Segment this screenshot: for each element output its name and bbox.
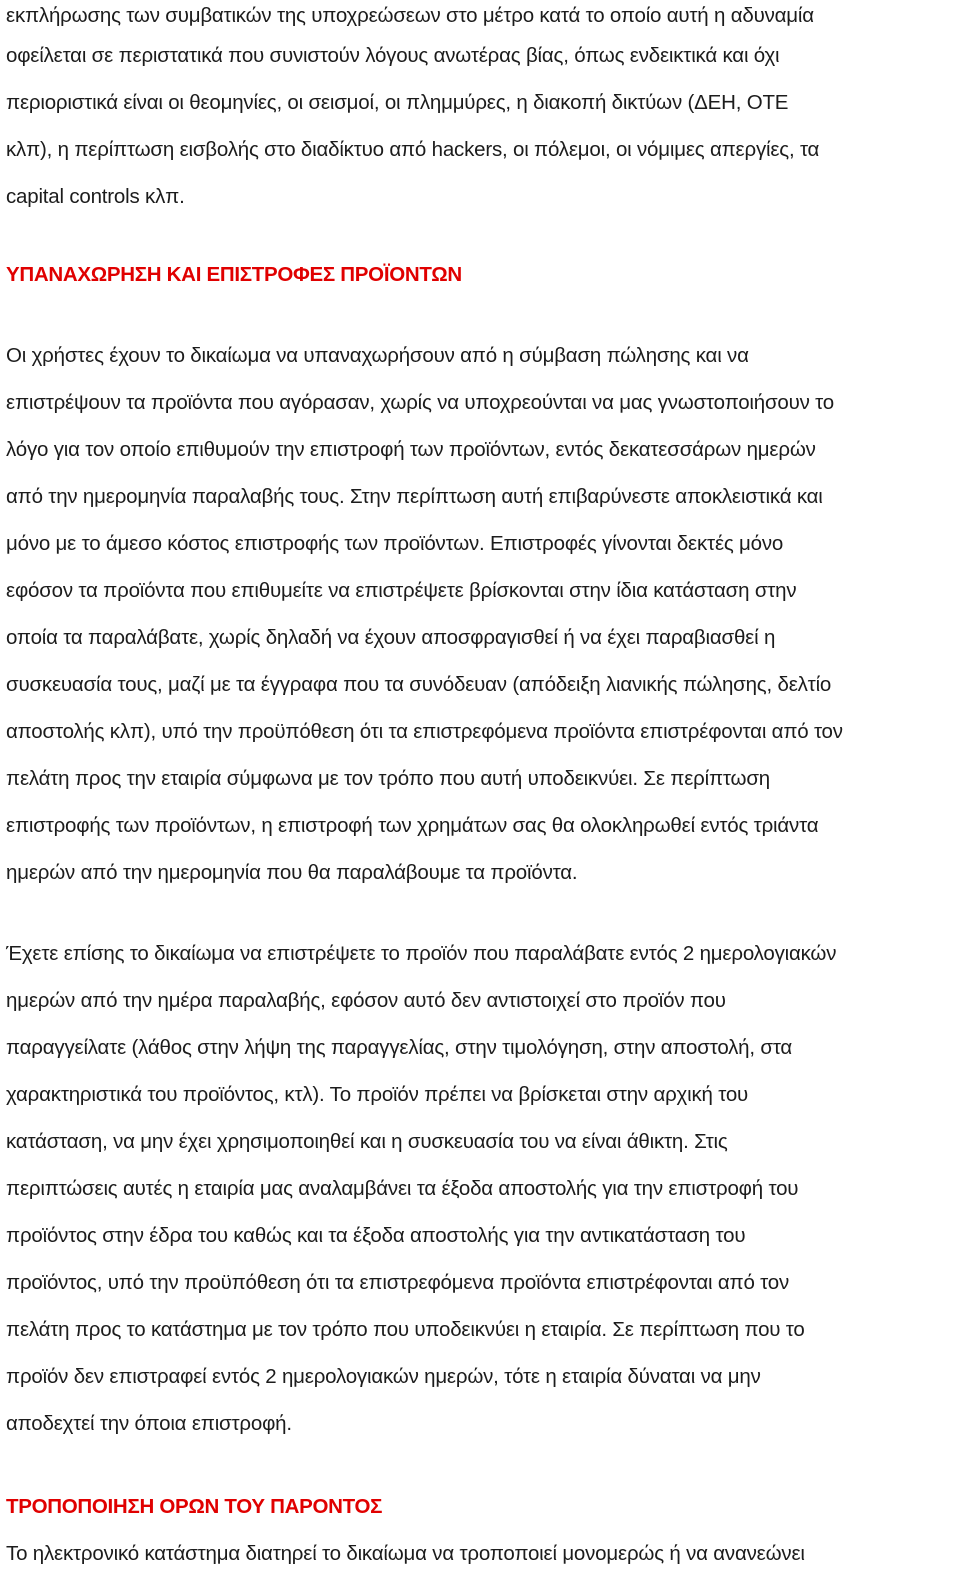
paragraph-line: μόνο με το άμεσο κόστος επιστροφής των προϊόντων. Επιστροφές γίνονται δεκτές μόνο xyxy=(6,532,784,555)
paragraph-line: παραγγείλατε (λάθος στην λήψη της παραγγελίας, στην τιμολόγηση, στην αποστολή, στα xyxy=(6,1036,793,1059)
paragraph-line: οφείλεται σε περιστατικά που συνιστούν λόγους ανωτέρας βίας, όπως ενδεικτικά και όχι xyxy=(6,44,780,67)
paragraph-line: από την ημερομηνία παραλαβής τους. Στην περίπτωση αυτή επιβαρύνεστε αποκλειστικά και xyxy=(6,485,823,508)
paragraph-line: χαρακτηριστικά του προϊόντος, κτλ). Το προϊόν πρέπει να βρίσκεται στην αρχική του xyxy=(6,1083,749,1106)
paragraph-line: πελάτη προς το κατάστημα με τον τρόπο που υποδεικνύει η εταιρία. Σε περίπτωση που το xyxy=(6,1318,805,1341)
paragraph-line: λόγο για τον οποίο επιθυμούν την επιστροφή των προϊόντων, εντός δεκατεσσάρων ημερών xyxy=(6,438,816,461)
paragraph-line: Το ηλεκτρονικό κατάστημα διατηρεί το δικαίωμα να τροποποιεί μονομερώς ή να ανανεώνει xyxy=(6,1542,805,1565)
paragraph-line: ημερών από την ημέρα παραλαβής, εφόσον αυτό δεν αντιστοιχεί στο προϊόν που xyxy=(6,989,726,1012)
paragraph-line: κατάσταση, να μην έχει χρησιμοποιηθεί και η συσκευασία του να είναι άθικτη. Στις xyxy=(6,1130,728,1153)
paragraph-line: προϊόντος στην έδρα του καθώς και τα έξοδα αποστολής για την αντικατάσταση του xyxy=(6,1224,746,1247)
paragraph-line: κλπ), η περίπτωση εισβολής στο διαδίκτυο από hackers, οι πόλεμοι, οι νόμιμες απεργίες, τα xyxy=(6,138,820,161)
paragraph-line: πελάτη προς την εταιρία σύμφωνα με τον τρόπο που αυτή υποδεικνύει. Σε περίπτωση xyxy=(6,767,771,790)
terms-paragraph-1 xyxy=(6,1530,956,1577)
paragraph-line: επιστρέψουν τα προϊόντα που αγόρασαν, χωρίς να υποχρεούνται να μας γνωστοποιήσουν το xyxy=(6,391,834,414)
paragraph-line: αποδεχτεί την όποια επιστροφή. xyxy=(6,1412,292,1435)
returns-paragraph-2 xyxy=(6,930,956,1447)
paragraph-line: περιοριστικά είναι οι θεομηνίες, οι σεισμοί, οι πλημμύρες, η διακοπή δικτύων (ΔΕΗ, ΟΤΕ xyxy=(6,91,789,114)
section-heading-terms: ΤΡΟΠΟΠΟΙΗΣΗ ΟΡΩΝ ΤΟΥ ΠΑΡΟΝΤΟΣ xyxy=(6,1495,383,1518)
paragraph-line: εφόσον τα προϊόντα που επιθυμείτε να επιστρέψετε βρίσκονται στην ίδια κατάσταση στην xyxy=(6,579,797,602)
intro-paragraph xyxy=(6,0,956,220)
paragraph-line: επιστροφής των προϊόντων, η επιστροφή των χρημάτων σας θα ολοκληρωθεί εντός τριάντα xyxy=(6,814,819,837)
paragraph-line: Οι χρήστες έχουν το δικαίωμα να υπαναχωρήσουν από η σύμβαση πώλησης και να xyxy=(6,344,749,367)
paragraph-line: συσκευασία τους, μαζί με τα έγγραφα που τα συνόδευαν (απόδειξη λιανικής πώλησης, δελτίο xyxy=(6,673,832,696)
returns-paragraph-1 xyxy=(6,332,956,896)
paragraph-line: προϊόν δεν επιστραφεί εντός 2 ημερολογιακών ημερών, τότε η εταιρία δύναται να μην xyxy=(6,1365,761,1388)
section-heading-returns: ΥΠΑΝΑΧΩΡΗΣΗ ΚΑΙ ΕΠΙΣΤΡΟΦΕΣ ΠΡΟΪΟΝΤΩΝ xyxy=(6,263,462,286)
paragraph-line: περιπτώσεις αυτές η εταιρία μας αναλαμβάνει τα έξοδα αποστολής για την επιστροφή του xyxy=(6,1177,799,1200)
document-page xyxy=(6,0,956,1577)
paragraph-line: Έχετε επίσης το δικαίωμα να επιστρέψετε το προϊόν που παραλάβατε εντός 2 ημερολογιακών xyxy=(6,942,837,965)
paragraph-line: ημερών από την ημερομηνία που θα παραλάβουμε τα προϊόντα. xyxy=(6,861,578,884)
paragraph-line: αποστολής κλπ), υπό την προϋπόθεση ότι τα επιστρεφόμενα προϊόντα επιστρέφονται από τον xyxy=(6,720,843,743)
paragraph-line: οποία τα παραλάβατε, χωρίς δηλαδή να έχουν αποσφραγισθεί ή να έχει παραβιασθεί η xyxy=(6,626,776,649)
paragraph-line: capital controls κλπ. xyxy=(6,185,185,208)
paragraph-line: εκπλήρωσης των συμβατικών της υποχρεώσεων στο μέτρο κατά το οποίο αυτή η αδυναμία xyxy=(6,4,814,27)
paragraph-line: προϊόντος, υπό την προϋπόθεση ότι τα επιστρεφόμενα προϊόντα επιστρέφονται από τον xyxy=(6,1271,790,1294)
